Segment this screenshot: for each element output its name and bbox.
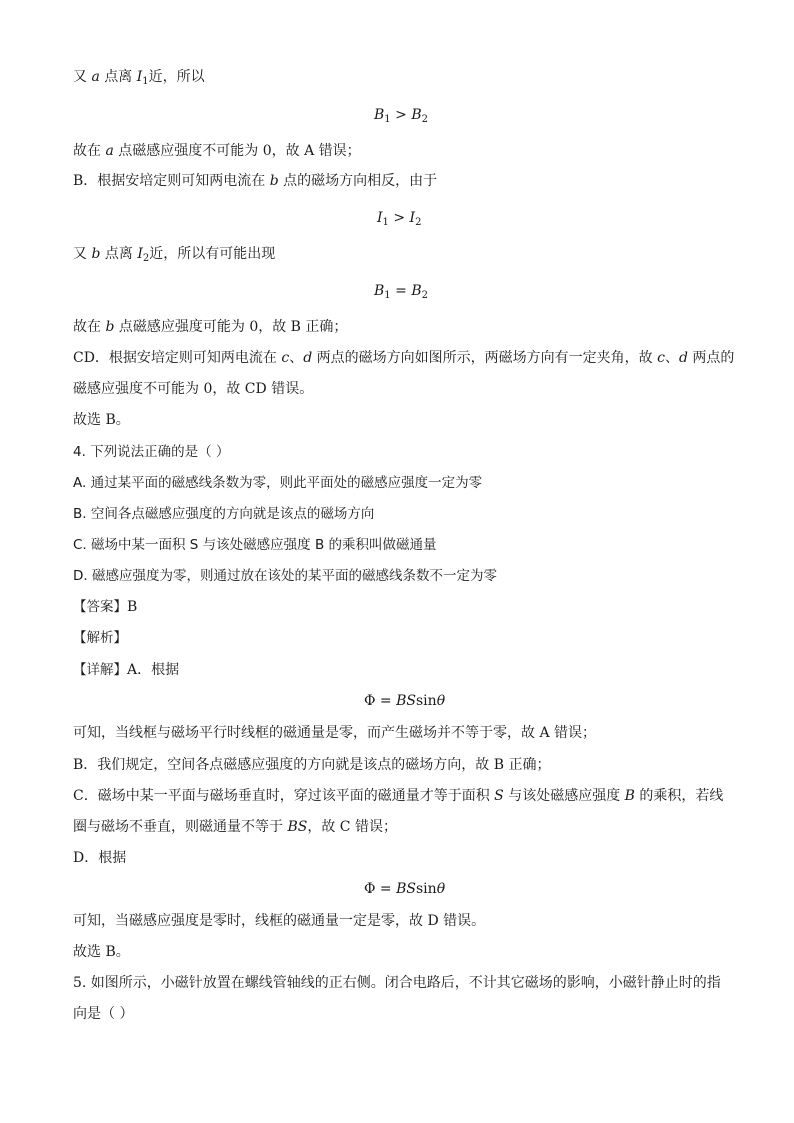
- text-line: B．根据安培定则可知两电流在 b 点的磁场方向相反，由于: [73, 173, 438, 189]
- question-4-stem: 4. 下列说法正确的是（ ）: [73, 444, 230, 460]
- answer-label: 【答案】: [73, 599, 127, 615]
- text-line: C．磁场中某一平面与磁场垂直时，穿过该平面的磁通量才等于面积 S 与该处磁感应强度 B 的乘积，若线: [73, 788, 724, 804]
- option-d: D. 磁感应强度为零，则通过放在该处的某平面的磁感线条数不一定为零: [73, 568, 497, 584]
- text-line: 圈与磁场不垂直，则磁通量不等于 BS，故 C 错误；: [73, 819, 397, 835]
- equation: $B_1 > B_2$: [374, 107, 428, 125]
- formula: Φ = BSsinθ: [364, 693, 446, 709]
- text-line: 故选 B。: [73, 944, 130, 960]
- text-line: D．根据: [73, 850, 127, 866]
- text-line: 可知，当线框与磁场平行时线框的磁通量是零，而产生磁场并不等于零，故 A 错误；: [73, 725, 597, 741]
- text-line: 故在 b 点磁感应强度可能为 0，故 B 正确；: [73, 319, 348, 335]
- option-a: A. 通过某平面的磁感线条数为零，则此平面处的磁感应强度一定为零: [73, 475, 483, 491]
- option-c: C. 磁场中某一面积 S 与该处磁感应强度 B 的乘积叫做磁通量: [73, 537, 437, 553]
- text-line: 故在 a 点磁感应强度不可能为 0，故 A 错误；: [73, 143, 361, 159]
- text-line: 磁感应强度不可能为 0，故 CD 错误。: [73, 381, 314, 397]
- detail-line: 【详解】A．根据: [73, 662, 180, 678]
- text-line: 可知，当磁感应强度是零时，线框的磁通量一定是零，故 D 错误。: [73, 913, 486, 929]
- text-line: 故选 B。: [73, 412, 130, 428]
- text-line: 又 a 点离 $I_1$近，所以: [73, 69, 205, 87]
- answer-line: [73, 598, 137, 616]
- analysis-label: 【解析】: [73, 630, 127, 646]
- equation: $I_1 > I_2$: [377, 210, 422, 228]
- text-line: CD．根据安培定则可知两电流在 c、d 两点的磁场方向如图所示，两磁场方向有一定夹角，故 c、d 两点的: [73, 350, 735, 366]
- option-b: B. 空间各点磁感应强度的方向就是该点的磁场方向: [73, 506, 375, 522]
- equation: $B_1 = B_2$: [374, 283, 428, 301]
- question-5-stem-cont: 向是（ ）: [73, 1006, 134, 1022]
- text-line: B．我们规定，空间各点磁感应强度的方向就是该点的磁场方向，故 B 正确；: [73, 757, 551, 773]
- formula: Φ = BSsinθ: [364, 881, 446, 897]
- detail-label: 【详解】: [73, 662, 127, 678]
- question-5-stem: 5. 如图所示，小磁针放置在螺线管轴线的正右侧。闭合电路后，不计其它磁场的影响，小磁针静止时的指: [73, 975, 721, 991]
- answer-value: B: [127, 599, 138, 615]
- text-line: 又 b 点离 $I_2$近，所以有可能出现: [73, 246, 276, 264]
